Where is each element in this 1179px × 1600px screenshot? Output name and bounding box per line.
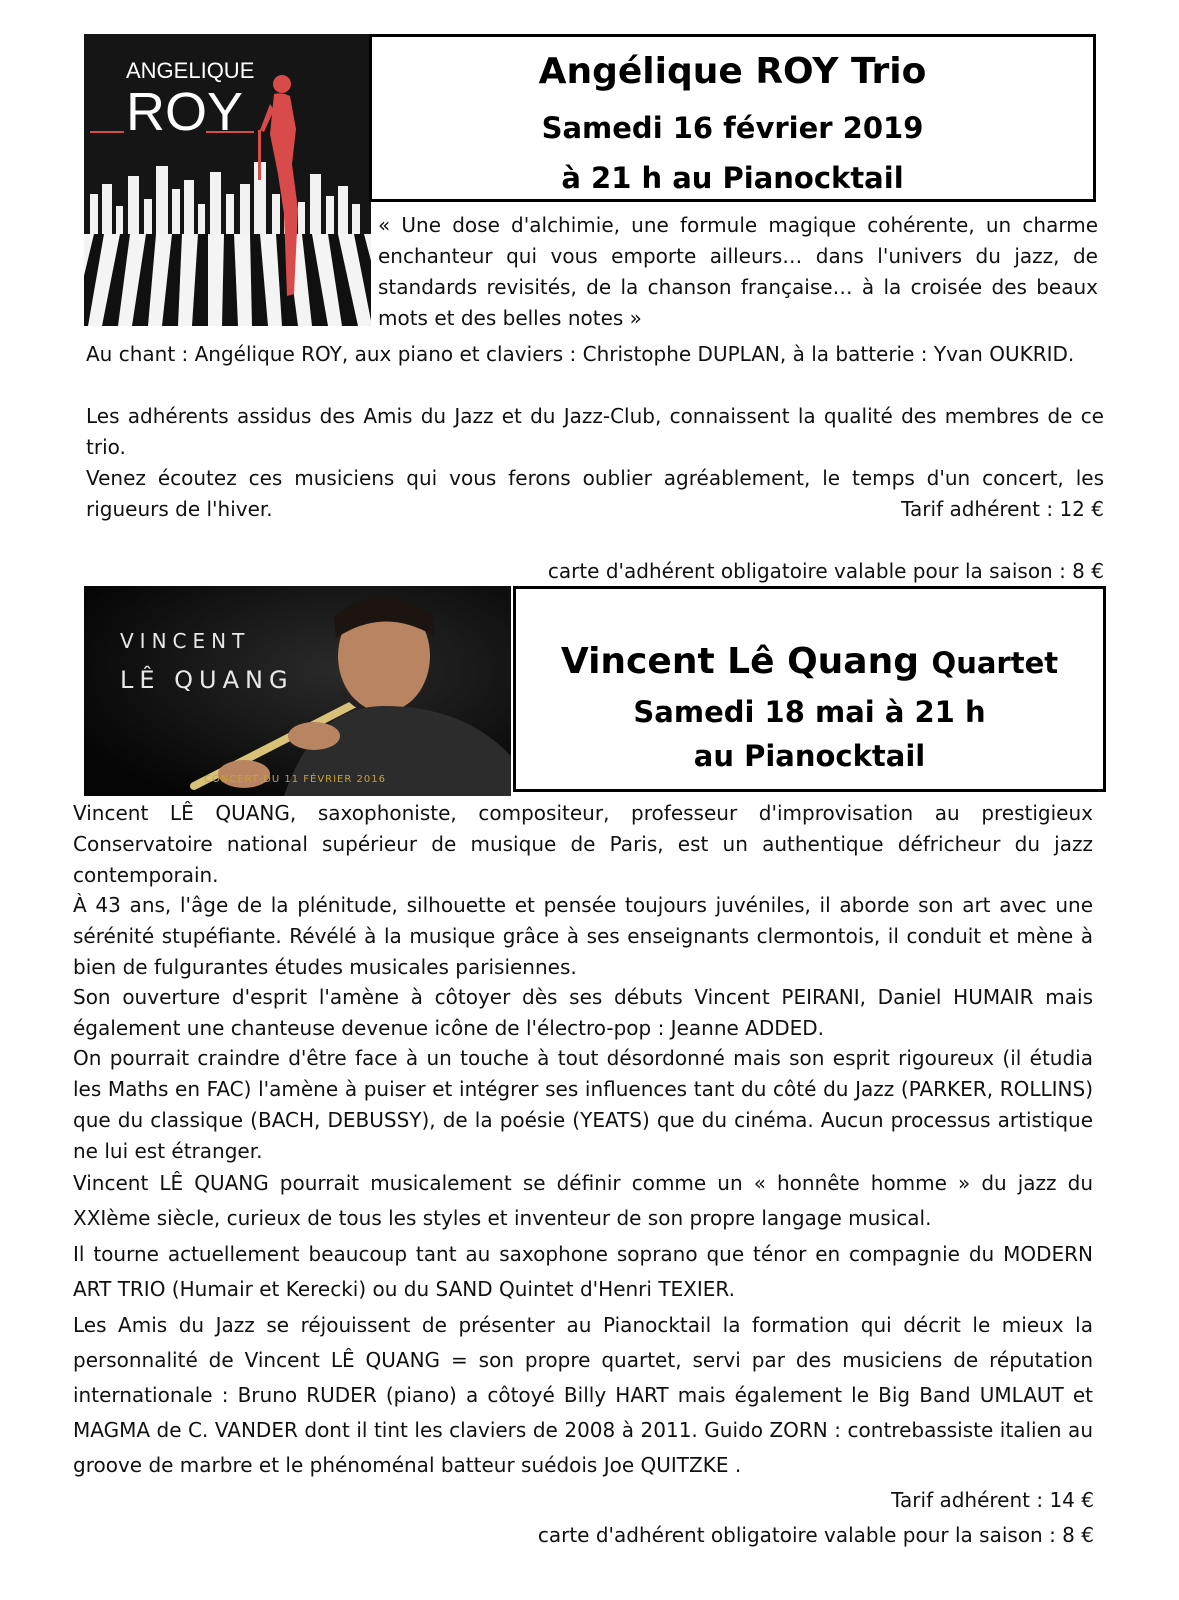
poster-name-first: ANGELIQUE	[126, 58, 255, 83]
concert1-title-box	[369, 34, 1096, 202]
concert2-title-main: Vincent Lê Quang	[560, 641, 919, 682]
concert2-paragraph: Vincent LÊ QUANG pourrait musicalement se définir comme un « honnête homme » du jazz du XXIème siècle, curieux de tous les styles et inventeur de son propre langage musical.	[73, 1171, 1093, 1230]
concert2-paragraph: Il tourne actuellement beaucoup tant au saxophone soprano que ténor en compagnie du MODERN ART TRIO (Humair et Kerecki) ou du SAND Quintet d'Henri TEXIER.	[73, 1242, 1093, 1301]
angelique-roy-poster	[84, 34, 371, 326]
concert2-place: au Pianocktail	[693, 739, 926, 773]
concert2-paragraph: Les Amis du Jazz se réjouissent de présenter au Pianocktail la formation qui décrit le mieux la personnalité de Vincent LÊ QUANG = son propre quartet, servi par des musiciens de réputation internationale : Bruno RUDER (piano) a côtoyé Billy HART mais également le Big Band UMLAUT et MAGMA de C. VANDER dont il tint les claviers de 2008 à 2011. Guido ZORN : contrebassiste italien au groove de marbre et le phénoménal batteur suédois Joe QUITZKE .	[73, 1313, 1093, 1477]
concert2-date: Samedi 18 mai à 21 h	[633, 695, 986, 729]
photo-name-first: VINCENT	[120, 629, 251, 653]
concert1-date: Samedi 16 février 2019	[541, 111, 924, 145]
concert2-price: Tarif adhérent : 14 €	[891, 1488, 1094, 1512]
photo-caption: CONCERT DU 11 FÉVRIER 2016	[204, 774, 386, 785]
concert2-paragraph: Son ouverture d'esprit l'amène à côtoyer dès ses débuts Vincent PEIRANI, Daniel HUMAIR mais également une chanteuse devenue icône de l'électro-pop : Jeanne ADDED.	[73, 985, 1093, 1040]
concert1-place: à 21 h au Pianocktail	[561, 161, 904, 195]
vincent-le-quang-photo	[84, 586, 511, 796]
concert1-quote: « Une dose d'alchimie, une formule magique cohérente, un charme enchanteur qui vous emporte ailleurs… dans l'univers du jazz, de standards revisités, de la chanson française… à la croisée des beaux mots et des belles notes »	[378, 213, 1098, 330]
concert1-title: Angélique ROY Trio	[538, 51, 927, 92]
concert1-membership-card: carte d'adhérent obligatoire valable pour la saison : 8 €	[547, 559, 1104, 583]
concert1-price: Tarif adhérent : 12 €	[901, 497, 1104, 521]
concert2-paragraph: On pourrait craindre d'être face à un touche à tout désordonné mais son esprit rigoureux (il étudia les Maths en FAC) l'amène à puiser et intégrer ses influences tant du côté du Jazz (PARKER, ROLLINS) que du classique (BACH, DEBUSSY), de la poésie (YEATS) que du cinéma. Aucun processus artistique ne lui est étranger.	[73, 1046, 1093, 1163]
concert2-title-box	[513, 586, 1106, 792]
poster-name-last: ROY	[126, 82, 244, 142]
concert2-membership-card: carte d'adhérent obligatoire valable pour la saison : 8 €	[537, 1523, 1094, 1547]
concert1-paragraph: Les adhérents assidus des Amis du Jazz et du Jazz-Club, connaissent la qualité des membres de ce trio.	[86, 404, 1104, 459]
concert2-title-suffix: Quartet	[931, 646, 1059, 680]
concert2-paragraph: Vincent LÊ QUANG, saxophoniste, compositeur, professeur d'improvisation au prestigieux Conservatoire national supérieur de musique de Paris, est un authentique défricheur du jazz contemporain.	[73, 801, 1093, 887]
concert1-paragraph: Venez écoutez ces musiciens qui vous ferons oublier agréablement, le temps d'un concert, les rigueurs de l'hiver.	[86, 466, 1104, 521]
concert1-paragraph: Au chant : Angélique ROY, aux piano et claviers : Christophe DUPLAN, à la batterie : Yvan OUKRID.	[86, 342, 1075, 366]
concert2-title	[516, 641, 1103, 682]
concert2-paragraph: À 43 ans, l'âge de la plénitude, silhouette et pensée toujours juvéniles, il aborde son art avec une sérénité stupéfiante. Révélé à la musique grâce à ses enseignants clermontois, il conduit et mène à bien de fulgurantes études musicales parisiennes.	[73, 893, 1093, 979]
photo-name-last: LÊ QUANG	[120, 666, 294, 694]
